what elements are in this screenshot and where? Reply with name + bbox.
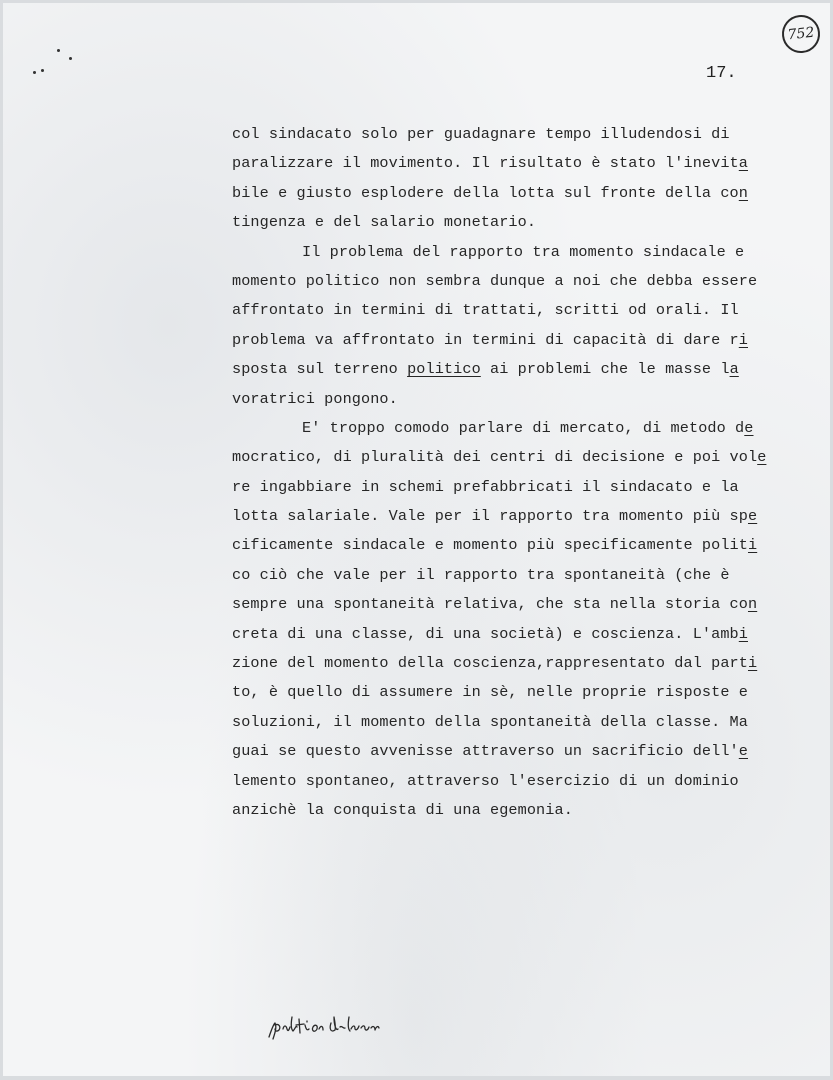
text-segment: paralizzare il movimento. Il risultato è stato l'inevit — [232, 154, 739, 173]
text-segment: tingenza e del salario monetario. — [232, 213, 537, 232]
text-segment: voratrici pongono. — [232, 389, 398, 408]
text-segment: co ciò che vale per il rapporto tra spontaneità (che è — [232, 565, 730, 584]
text-segment: E' troppo comodo parlare di mercato, di metodo d — [302, 418, 745, 437]
text-line — [232, 502, 792, 531]
underlined-text: i — [738, 624, 748, 643]
text-segment: re ingabbiare in schemi prefabbricati il sindacato e la — [232, 477, 739, 496]
text-line — [232, 267, 792, 296]
archive-stamp — [780, 13, 822, 55]
text-segment: lemento spontaneo, attraverso l'esercizio di un dominio — [232, 771, 739, 790]
text-segment: Il problema del rapporto tra momento sindacale e — [302, 242, 745, 261]
handwritten-signature-icon — [265, 1003, 415, 1043]
text-segment: ai problemi che le masse l — [480, 360, 730, 379]
text-line — [232, 737, 792, 766]
text-segment: sempre una spontaneità relativa, che sta nella storia co — [232, 595, 748, 614]
text-segment: creta di una classe, di una società) e coscienza. L'amb — [232, 624, 739, 643]
underlined-text: politico — [407, 360, 481, 379]
text-segment: to, è quello di assumere in sè, nelle proprie risposte e — [232, 683, 748, 702]
text-line — [232, 708, 792, 737]
text-segment: soluzioni, il momento della spontaneità della classe. Ma — [232, 712, 748, 731]
underlined-text: e — [757, 448, 767, 467]
text-line — [232, 678, 792, 707]
text-line — [232, 620, 792, 649]
text-segment: lotta salariale. Vale per il rapporto tra momento più sp — [232, 507, 748, 526]
text-line — [232, 561, 792, 590]
text-segment: bile e giusto esplodere della lotta sul fronte della co — [232, 183, 739, 202]
text-segment: momento politico non sembra dunque a noi che debba essere — [232, 271, 758, 290]
typed-body-text — [232, 120, 792, 825]
text-line — [232, 149, 792, 178]
text-line — [232, 796, 792, 825]
text-line — [232, 590, 792, 619]
text-line — [232, 649, 792, 678]
underlined-text: a — [729, 360, 739, 379]
text-line — [232, 443, 792, 472]
underlined-text: e — [738, 742, 748, 761]
text-line — [232, 385, 792, 414]
underlined-text: n — [747, 595, 758, 614]
underlined-text: i — [747, 654, 758, 673]
underlined-text: e — [747, 507, 758, 526]
document-page — [3, 3, 830, 1076]
text-segment: col sindacato solo per guadagnare tempo illudendosi di — [232, 125, 730, 143]
underlined-text: e — [744, 418, 754, 437]
text-segment: cificamente sindacale e momento più specificamente polit — [232, 536, 748, 555]
text-line — [232, 120, 792, 149]
text-segment: zione del momento della coscienza,rappresentato dal part — [232, 654, 748, 673]
text-line — [232, 531, 792, 560]
handwritten-note — [265, 1003, 415, 1043]
text-segment: affrontato in termini di trattati, scritti od orali. Il — [232, 301, 739, 320]
text-line — [232, 767, 792, 796]
text-line — [232, 473, 792, 502]
text-line — [232, 326, 792, 355]
text-line — [232, 355, 792, 384]
text-segment: mocratico, di pluralità dei centri di decisione e poi vol — [232, 448, 758, 467]
text-segment: problema va affrontato in termini di capacità di dare r — [232, 330, 739, 349]
underlined-text: i — [738, 330, 748, 349]
text-line — [232, 414, 792, 443]
archive-stamp-number: 752 — [786, 24, 816, 44]
text-line — [232, 179, 792, 208]
text-segment: sposta sul terreno — [232, 360, 408, 379]
underlined-text: i — [747, 536, 758, 555]
text-line — [232, 238, 792, 267]
text-segment: guai se questo avvenisse attraverso un sacrificio dell' — [232, 742, 739, 761]
underlined-text: a — [738, 154, 748, 173]
page-number: 17. — [706, 64, 737, 83]
text-segment: anzichè la conquista di una egemonia. — [232, 800, 573, 819]
underlined-text: n — [738, 183, 748, 202]
text-line — [232, 296, 792, 325]
text-line — [232, 208, 792, 237]
